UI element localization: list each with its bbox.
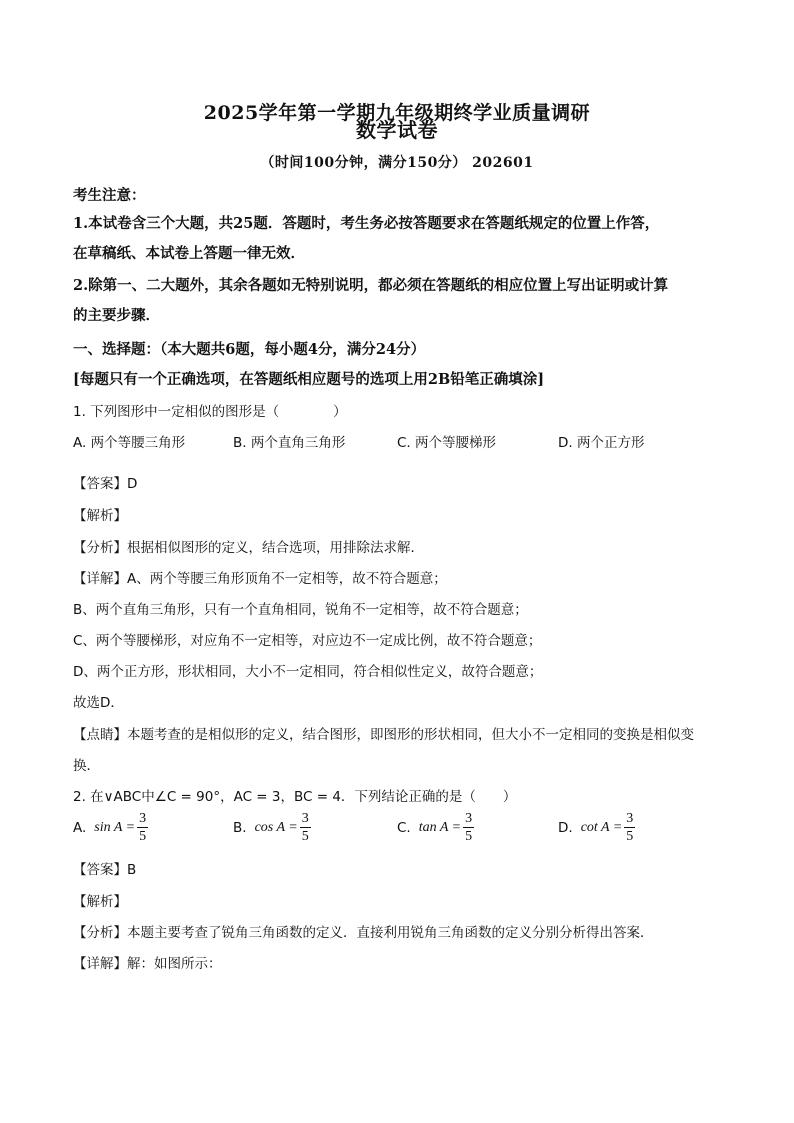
q2-option-d <box>558 812 635 844</box>
q2-fenxi: 【分析】本题主要考查了锐角三角函数的定义．直接利用锐角三角函数的定义分别分析得出答案． <box>73 925 654 941</box>
q1-option-d: D. 两个正方形 <box>558 435 645 451</box>
q2-analysis-label: 【解析】 <box>73 894 127 910</box>
notice-item-2-line-2: 的主要步骤． <box>73 307 160 324</box>
notice-item-2-line-1: 2.除第一、二大题外，其余各题如无特别说明，都必须在答题纸的相应位置上写出证明或计算 <box>73 277 669 294</box>
q2-option-d-denominator: 5 <box>626 829 634 844</box>
q2-options <box>73 812 733 852</box>
q1-choose: 故选D． <box>73 695 124 711</box>
exam-subject: 数学试卷 <box>356 118 438 142</box>
q2-option-a <box>73 812 148 844</box>
notice-heading: 考生注意： <box>73 187 146 204</box>
q1-options <box>73 431 733 455</box>
q2-option-a-denominator: 5 <box>139 829 147 844</box>
exam-title: 2025学年第一学期九年级期终学业质量调研 <box>203 102 591 124</box>
q2-option-c-denominator: 5 <box>465 829 473 844</box>
notice-item-1-line-1: 1.本试卷含三个大题，共25题．答题时，考生务必按答题要求在答题纸规定的位置上作答， <box>73 215 660 232</box>
q1-detail-3: C、两个等腰梯形，对应角不一定相等，对应边不一定成比例，故不符合题意； <box>73 633 542 649</box>
q1-detail-4: D、两个正方形，形状相同，大小不一定相同，符合相似性定义，故符合题意； <box>73 664 543 680</box>
q1-answer: 【答案】D <box>73 476 138 492</box>
q1-dianjing-line-1: 【点睛】本题考查的是相似形的定义，结合图形，即图形的形状相同，但大小不一定相同的变换是相似变 <box>73 727 694 743</box>
q1-stem: 1. 下列图形中一定相似的图形是（ ） <box>73 404 347 420</box>
q2-option-c-numerator: 3 <box>465 811 473 826</box>
q1-option-c: C. 两个等腰梯形 <box>397 435 497 451</box>
q2-option-a-label: A. <box>73 820 87 836</box>
q2-option-b-fn: cos A = <box>254 820 298 835</box>
q2-option-c-label: C. <box>397 820 411 836</box>
q1-dianjing-line-2: 换． <box>73 758 100 774</box>
q2-answer: 【答案】B <box>73 862 137 878</box>
q2-option-b-label: B. <box>233 820 247 836</box>
q2-option-c-fraction <box>463 812 474 844</box>
exam-meta: （时间100分钟，满分150分） 202601 <box>260 155 534 171</box>
section-1-heading: 一、选择题：（本大题共6题，每小题4分，满分24分） <box>73 341 426 358</box>
q2-option-d-numerator: 3 <box>626 811 634 826</box>
q2-stem: 2. 在∨ABC中∠C = 90°，AC = 3，BC = 4．下列结论正确的是（ ） <box>73 789 517 805</box>
q2-option-c-fn: tan A = <box>418 820 462 835</box>
q2-option-a-fn: sin A = <box>94 820 136 835</box>
q1-analysis-label: 【解析】 <box>73 508 127 524</box>
q2-option-d-fn: cot A = <box>580 820 623 835</box>
q2-option-c <box>397 812 474 844</box>
q2-detail: 【详解】解：如图所示： <box>73 956 222 972</box>
q2-option-d-label: D. <box>558 820 573 836</box>
q2-option-b-denominator: 5 <box>301 829 309 844</box>
q2-option-b-fraction <box>300 812 311 844</box>
q2-option-a-fraction <box>137 812 148 844</box>
q1-detail-2: B、两个直角三角形，只有一个直角相同，锐角不一定相等，故不符合题意； <box>73 602 528 618</box>
notice-item-1-line-2: 在草稿纸、本试卷上答题一律无效． <box>73 245 305 262</box>
q2-option-a-numerator: 3 <box>139 811 147 826</box>
q1-fenxi: 【分析】根据相似图形的定义，结合选项，用排除法求解． <box>73 540 424 556</box>
q1-option-a: A. 两个等腰三角形 <box>73 435 186 451</box>
q2-option-b <box>233 812 311 844</box>
section-1-instruction: [每题只有一个正确选项，在答题纸相应题号的选项上用2B铅笔正确填涂] <box>73 371 545 388</box>
q1-option-b: B. 两个直角三角形 <box>233 435 346 451</box>
q1-detail-1: 【详解】A、两个等腰三角形顶角不一定相等，故不符合题意； <box>73 571 447 587</box>
q2-option-b-numerator: 3 <box>301 811 309 826</box>
q2-option-d-fraction <box>624 812 635 844</box>
